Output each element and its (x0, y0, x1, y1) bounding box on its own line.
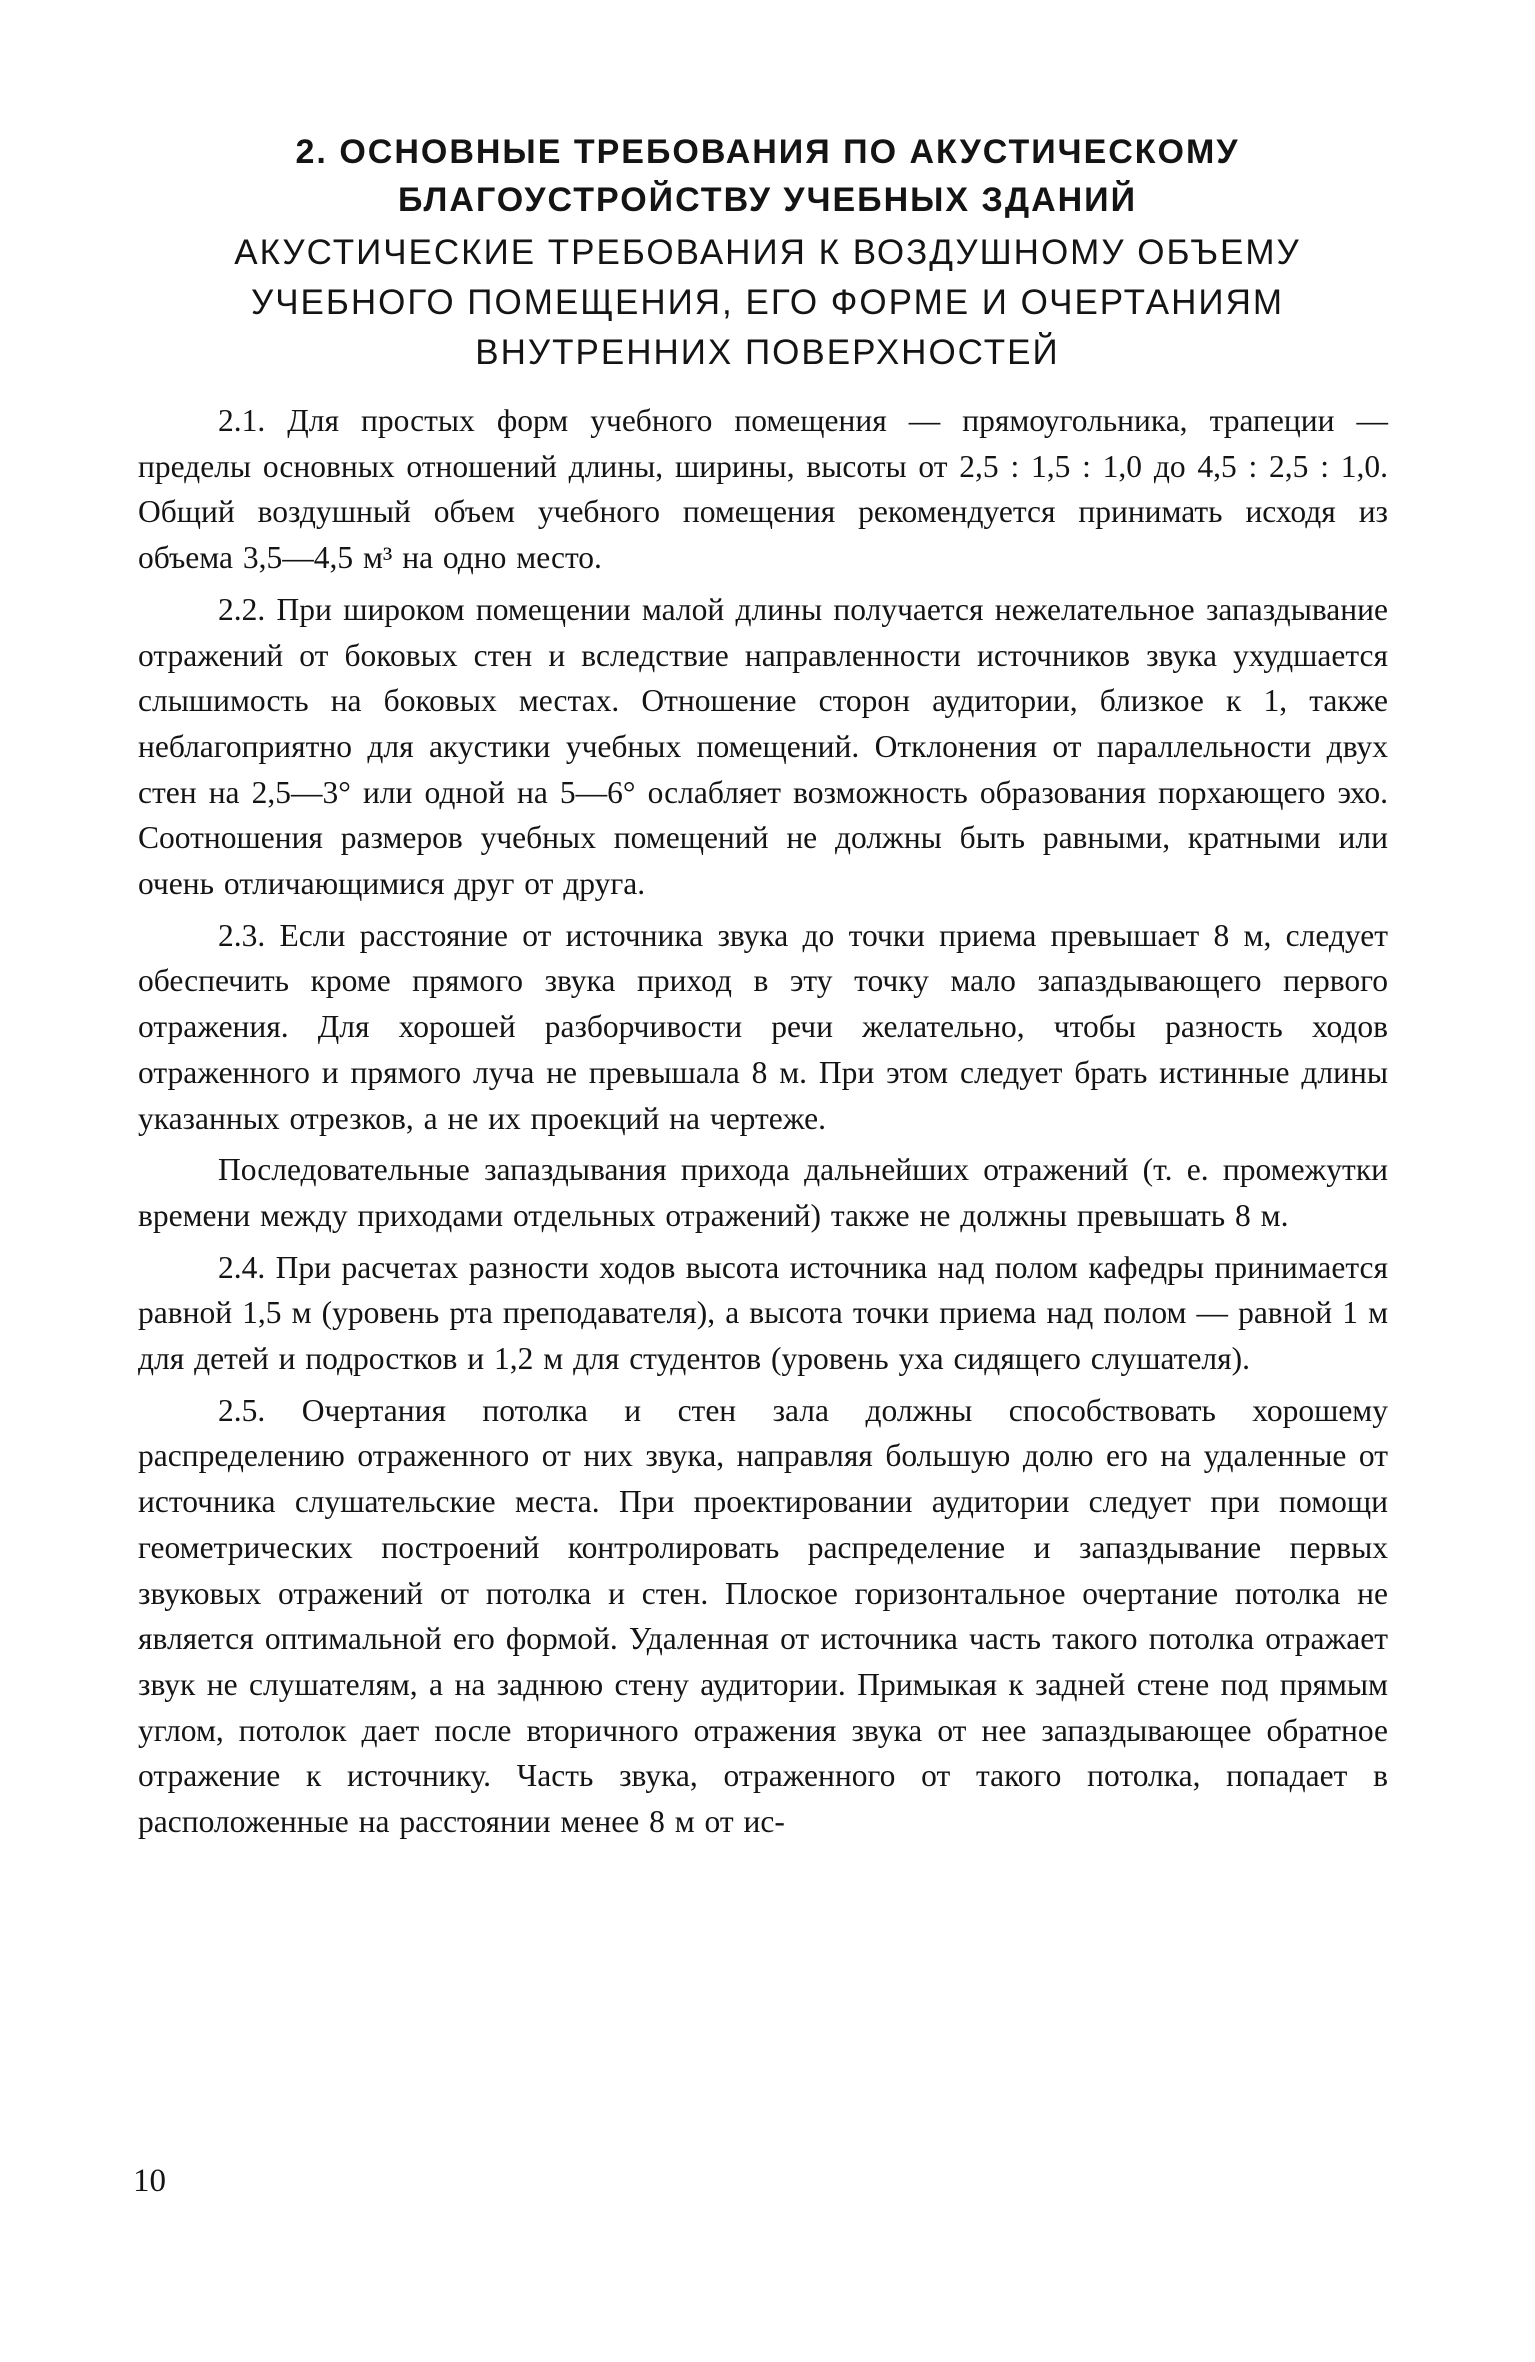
subsection-title-line-3: ВНУТРЕННИХ ПОВЕРХНОСТЕЙ (475, 333, 1060, 372)
paragraph-2-3-continued: Последовательные запаздывания прихода дальнейших отражений (т. е. промежутки времени между приходами отдельных отражений) также не должны превышать 8 м. (138, 1152, 1388, 1233)
body-text (138, 398, 1388, 1845)
paragraph-2-1: 2.1. Для простых форм учебного помещения — прямоугольника, трапеции — пределы основных отношений длины, ширины, высоты от 2,5 : 1,5 : 1,0 до 4,5 : 2,5 : 1,0. Общий воздушный объем учебного помещения рекомендуется принимать исходя из объема 3,5—4,5 м³ на одно место. (138, 403, 1388, 576)
subsection-title-line-1: АКУСТИЧЕСКИЕ ТРЕБОВАНИЯ К ВОЗДУШНОМУ ОБЪЕМУ (234, 233, 1301, 272)
page-number: 10 (133, 2163, 166, 2199)
paragraph-2-3: 2.3. Если расстояние от источника звука до точки приема превышает 8 м, следует обеспечить кроме прямого звука приход в эту точку мало запаздывающего первого отражения. Для хорошей разборчивости речи желательно, чтобы разность ходов отраженного и прямого луча не превышала 8 м. При этом следует брать истинные длины указанных отрезков, а не их проекций на чертеже. (138, 917, 1388, 1136)
section-title-line-1: 2. ОСНОВНЫЕ ТРЕБОВАНИЯ ПО АКУСТИЧЕСКОМУ (295, 133, 1240, 171)
paragraph-2-2: 2.2. При широком помещении малой длины получается нежелательное запаздывание отражений от боковых стен и вследствие направленности источников звука ухудшается слышимость на боковых местах. Отношение сторон аудитории, близкое к 1, также неблагоприятно для акустики учебных помещений. Отклонения от параллельности двух стен на 2,5—3° или одной на 5—6° ослабляет возможность образования порхающего эхо. Соотношения размеров учебных помещений не должны быть равными, кратными или очень отличающимися друг от друга. (138, 591, 1388, 902)
paragraph-2-5: 2.5. Очертания потолка и стен зала должны способствовать хорошему распределению отраженного от них звука, направляя большую долю его на удаленные от источника слушательские места. При проектировании аудитории следует при помощи геометрических построений контролировать распределение и запаздывание первых звуковых отражений от потолка и стен. Плоское горизонтальное очертание потолка не является оптимальной его формой. Удаленная от источника часть такого потолка отражает звук не слушателям, а на заднюю стену аудитории. Примыкая к задней стене под прямым углом, потолок дает после вторичного отражения звука от нее запаздывающее обратное отражение к источнику. Часть звука, отраженного от такого потолка, попадает в расположенные на расстоянии менее 8 м от ис- (138, 1392, 1388, 1840)
paragraph-2-4: 2.4. При расчетах разности ходов высота источника над полом кафедры принимается равной 1,5 м (уровень рта преподавателя), а высота точки приема над полом — равной 1 м для детей и подростков и 1,2 м для студентов (уровень уха сидящего слушателя). (138, 1249, 1388, 1377)
section-heading (120, 128, 1415, 378)
subsection-title-line-2: УЧЕБНОГО ПОМЕЩЕНИЯ, ЕГО ФОРМЕ И ОЧЕРТАНИЯМ (251, 283, 1284, 322)
section-title-line-2: БЛАГОУСТРОЙСТВУ УЧЕБНЫХ ЗДАНИЙ (397, 181, 1138, 219)
